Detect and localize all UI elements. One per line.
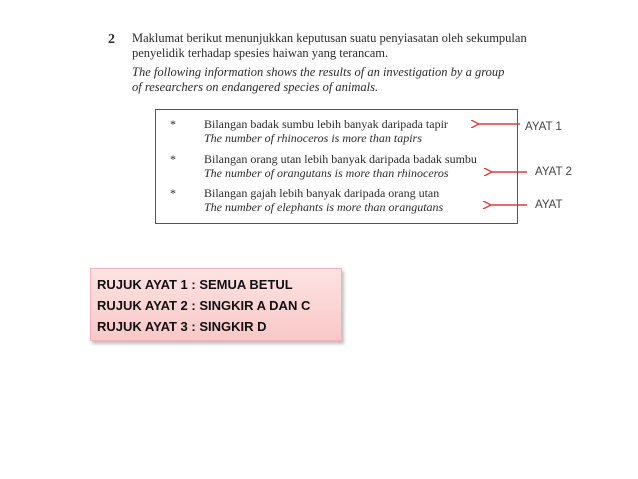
answer-callout: [90, 268, 342, 341]
statement-2-english: The number of orangutans is more than rhinoceros: [204, 166, 449, 180]
callout-line-3: RUJUK AYAT 3 : SINGKIR D: [97, 319, 267, 334]
statement-2-malay: Bilangan orang utan lebih banyak daripada badak sumbu: [204, 152, 477, 166]
statement-bullet: *: [170, 152, 176, 166]
statement-1-english: The number of rhinoceros is more than tapirs: [204, 131, 422, 145]
statement-3-malay: Bilangan gajah lebih banyak daripada orang utan: [204, 186, 440, 200]
statement-bullet: *: [170, 186, 176, 200]
label-ayat-2: AYAT 2: [535, 166, 572, 178]
label-ayat-3: AYAT: [535, 199, 563, 211]
question-number: 2: [108, 32, 115, 47]
intro-english-line-2: of researchers on endangered species of animals.: [132, 80, 379, 94]
intro-malay-line-1: Maklumat berikut menunjukkan keputusan suatu penyiasatan oleh sekumpulan: [132, 31, 527, 45]
callout-line-2: RUJUK AYAT 2 : SINGKIR A DAN C: [97, 298, 311, 313]
label-ayat-1: AYAT 1: [525, 121, 562, 133]
intro-english-line-1: The following information shows the results of an investigation by a group: [132, 65, 505, 79]
statement-1-malay: Bilangan badak sumbu lebih banyak daripada tapir: [204, 117, 448, 131]
statement-3-english: The number of elephants is more than orangutans: [204, 200, 444, 214]
callout-line-1: RUJUK AYAT 1 : SEMUA BETUL: [97, 277, 293, 292]
intro-malay-line-2: penyelidik terhadap spesies haiwan yang terancam.: [132, 46, 389, 60]
statement-bullet: *: [170, 117, 176, 131]
